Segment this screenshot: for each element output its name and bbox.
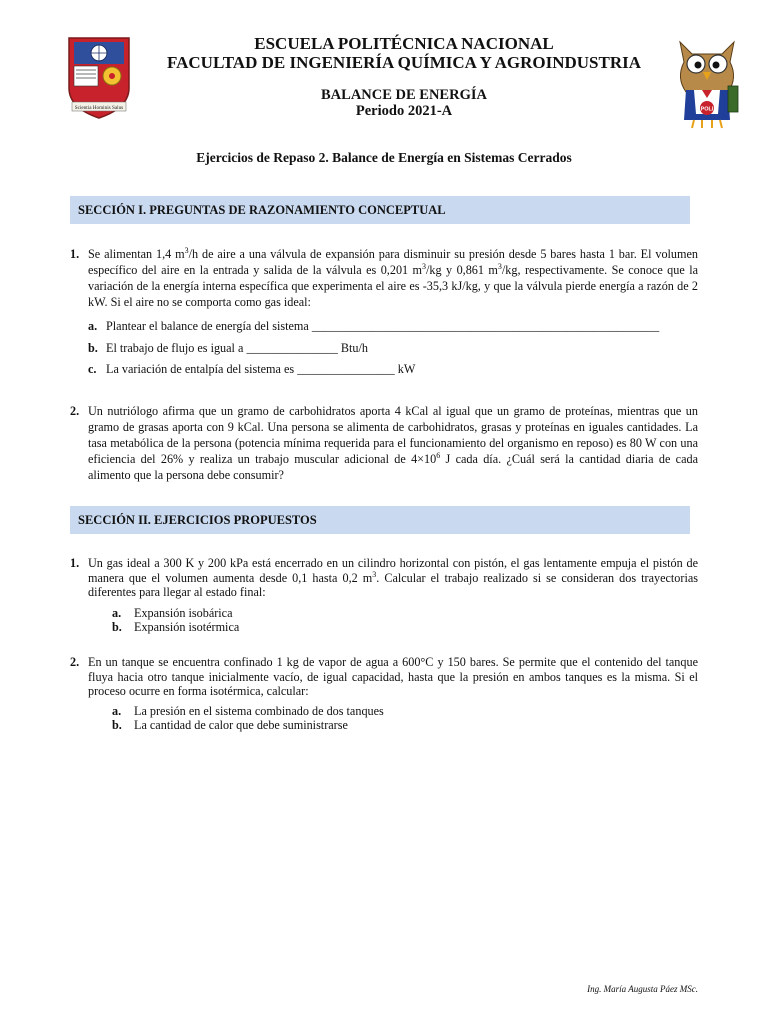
question-1-part-c: c. La variación de entalpía del sistema es ________________ kW	[88, 362, 416, 376]
section-1-question-2	[70, 403, 698, 483]
question-1-part-a: a. Expansión isobárica	[112, 606, 233, 620]
period-label: Periodo 2021-A	[355, 103, 453, 119]
section-2-header: SECCIÓN II. EJERCICIOS PROPUESTOS	[70, 506, 690, 534]
question-text: Se alimentan 1,4 $m^3/h$ de aire a una válvula de expansión para disminuir su presión desde 5 bares hasta 1 bar. El volumen específico del aire en la entrada y salida de la válvula es 0,201 $m^3/kg$ y 0,861 $m^3/kg$, respectivamente. Se conoce que la variación de la energía interna específica que experimenta el aire es -35,3 kJ/kg, y que la válvula pierde energía a razón de 2 kW. Si el aire no se comporta como gas ideal:	[88, 245, 698, 309]
institution-name: ESCUELA POLITÉCNICA NACIONAL	[254, 34, 554, 53]
question-1-part-b: b. El trabajo de flujo es igual a _______________ Btu/h	[88, 341, 368, 355]
question-2-part-b: b. La cantidad de calor que debe suministrarse	[112, 718, 348, 732]
question-number: 1.	[70, 556, 80, 570]
faculty-name: FACULTAD DE INGENIERÍA QUÍMICA Y AGROINDUSTRIA	[166, 53, 642, 72]
section-2-question-2	[70, 655, 698, 699]
question-1-part-b: b. Expansión isotérmica	[112, 620, 240, 634]
university-crest-logo	[66, 34, 132, 120]
question-2-part-a: a. La presión en el sistema combinado de dos tanques	[112, 704, 384, 718]
section-2-question-1	[70, 556, 698, 600]
course-title: BALANCE DE ENERGÍA	[321, 87, 487, 103]
section-1-question-1	[70, 246, 698, 310]
question-number: 1.	[70, 247, 80, 261]
author-footer: Ing. María Augusta Páez MSc.	[587, 984, 698, 994]
question-1-part-a: a. Plantear el balance de energía del sistema _________________________________________________________	[88, 319, 660, 333]
document-subject: Ejercicios de Repaso 2. Balance de Energía en Sistemas Cerrados	[196, 150, 572, 165]
owl-mascot-logo	[672, 34, 742, 130]
section-1-header: SECCIÓN I. PREGUNTAS DE RAZONAMIENTO CONCEPTUAL	[70, 196, 690, 224]
question-text: En un tanque se encuentra confinado 1 kg de vapor de agua a 600°C y 150 bares. Se permite que el contenido del tanque fluya hacia otro tanque inicialmente vacío, de igual capacidad, hasta que la presión en ambos tanques es la misma. Si el proceso ocurre en forma isotérmica, calcular:	[88, 655, 698, 698]
question-text: Un nutriólogo afirma que un gramo de carbohidratos aporta 4 kCal al igual que un gramo de proteínas, mientras que un gramo de grasas aporta con 9 kCal. Una persona se alimenta de carbohidratos, grasas y proteínas en iguales cantidades. La tasa metabólica de la persona (potencia mínima requerida para el funcionamiento del organismo en reposo) es 80 W con una eficiencia del 26% y realiza un trabajo muscular adicional de $4\times 10^6$ J cada día. ¿Cuál será la cantidad diaria de cada alimento que la persona debe consumir?	[88, 404, 698, 482]
document-header	[150, 34, 658, 119]
question-text: Un gas ideal a 300 K y 200 kPa está encerrado en un cilindro horizontal con pistón, el gas lentamente empuja el pistón de manera que el volumen aumenta desde 0,1 hasta 0,2 $m^3$. Calcular el trabajo realizado si se consideran dos trayectorias diferentes para llegar al estado final:	[88, 556, 698, 599]
crest-motto: Scientia Hominis Salus	[74, 105, 124, 111]
question-number: 2.	[70, 404, 80, 418]
question-number: 2.	[70, 655, 80, 669]
owl-badge-text: POLI	[700, 106, 714, 113]
